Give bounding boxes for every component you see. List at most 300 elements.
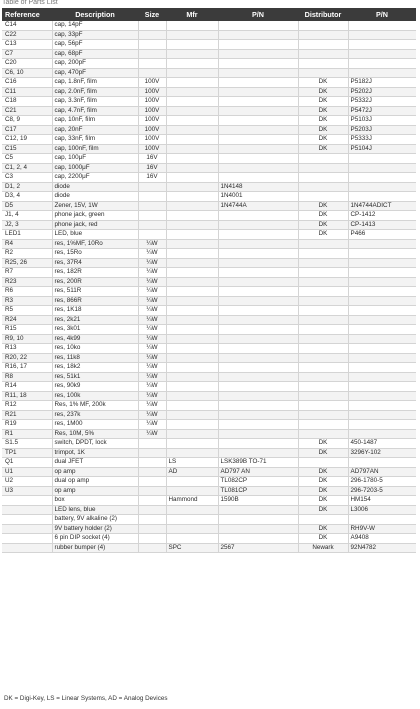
table-cell: R9, 10 [2, 334, 52, 344]
table-cell: ¼W [138, 372, 166, 382]
table-row [2, 315, 416, 325]
table-cell: 100V [138, 78, 166, 88]
table-row [2, 59, 416, 69]
table-cell [298, 154, 348, 164]
table-cell [166, 429, 218, 439]
table-cell: SPC [166, 543, 218, 553]
table-row [2, 391, 416, 401]
table-cell [218, 125, 298, 135]
parts-list-table [2, 8, 416, 553]
table-cell [298, 363, 348, 373]
table-row [2, 505, 416, 515]
table-row [2, 182, 416, 192]
table-cell: J2, 3 [2, 220, 52, 230]
table-row [2, 68, 416, 78]
table-cell [298, 249, 348, 259]
table-cell [138, 192, 166, 202]
table-cell [218, 59, 298, 69]
table-cell: phone jack, red [52, 220, 138, 230]
table-cell: op amp [52, 486, 138, 496]
table-row [2, 477, 416, 487]
table-cell: S1.5 [2, 439, 52, 449]
table-cell: AD797 AN [218, 467, 298, 477]
table-row [2, 40, 416, 50]
table-cell [298, 277, 348, 287]
table-cell [298, 315, 348, 325]
table-cell [166, 524, 218, 534]
table-cell [298, 410, 348, 420]
table-cell: C18 [2, 97, 52, 107]
table-cell [218, 116, 298, 126]
table-cell [298, 334, 348, 344]
table-cell [218, 372, 298, 382]
table-cell [298, 49, 348, 59]
table-cell [348, 372, 416, 382]
table-cell: CP-1412 [348, 211, 416, 221]
table-cell [138, 182, 166, 192]
table-cell [218, 163, 298, 173]
table-cell: Zener, 15V, 1W [52, 201, 138, 211]
table-cell: cap, 20nF [52, 125, 138, 135]
table-cell [218, 249, 298, 259]
table-cell [218, 49, 298, 59]
table-cell: diode [52, 182, 138, 192]
table-cell [218, 420, 298, 430]
table-cell: U1 [2, 467, 52, 477]
table-cell: R12 [2, 401, 52, 411]
table-cell: R23 [2, 277, 52, 287]
table-cell [166, 277, 218, 287]
table-row [2, 239, 416, 249]
table-cell [298, 21, 348, 30]
table-cell [298, 296, 348, 306]
table-cell [298, 40, 348, 50]
table-cell [298, 401, 348, 411]
table-cell [298, 287, 348, 297]
table-cell [166, 334, 218, 344]
table-row [2, 49, 416, 59]
table-cell: res, 237k [52, 410, 138, 420]
table-cell [298, 306, 348, 316]
table-cell [348, 59, 416, 69]
table-cell [166, 515, 218, 525]
table-cell: AD [166, 467, 218, 477]
table-cell: D1, 2 [2, 182, 52, 192]
table-cell: RH9V-W [348, 524, 416, 534]
table-cell: R13 [2, 344, 52, 354]
table-cell [138, 21, 166, 30]
table-cell [218, 315, 298, 325]
table-cell: 3296Y-102 [348, 448, 416, 458]
table-cell: DK [298, 116, 348, 126]
table-cell [138, 201, 166, 211]
table-cell: ¼W [138, 410, 166, 420]
table-cell [166, 477, 218, 487]
table-cell: ¼W [138, 249, 166, 259]
table-cell: ¼W [138, 306, 166, 316]
table-cell: cap, 33nF, film [52, 135, 138, 145]
table-cell: ¼W [138, 277, 166, 287]
table-cell [218, 21, 298, 30]
table-cell: DK [298, 448, 348, 458]
table-cell: DK [298, 135, 348, 145]
table-cell: C8, 9 [2, 116, 52, 126]
table-cell [218, 448, 298, 458]
table-cell: HM154 [348, 496, 416, 506]
table-cell [138, 505, 166, 515]
table-cell [218, 401, 298, 411]
table-row [2, 163, 416, 173]
table-cell: C11 [2, 87, 52, 97]
table-cell: dual JFET [52, 458, 138, 468]
table-cell: R2 [2, 249, 52, 259]
table-cell [218, 287, 298, 297]
table-cell [138, 458, 166, 468]
column-header: P/N [218, 8, 298, 21]
table-cell: C15 [2, 144, 52, 154]
table-row [2, 515, 416, 525]
table-cell [298, 182, 348, 192]
table-cell: 2567 [218, 543, 298, 553]
table-cell: DK [298, 505, 348, 515]
table-row [2, 268, 416, 278]
table-cell [348, 401, 416, 411]
table-cell [166, 211, 218, 221]
table-cell: cap, 14pF [52, 21, 138, 30]
table-cell [166, 154, 218, 164]
table-row [2, 192, 416, 202]
table-cell [218, 353, 298, 363]
column-header: Reference [2, 8, 52, 21]
table-cell: C13 [2, 40, 52, 50]
table-cell: res, 11k8 [52, 353, 138, 363]
table-row [2, 211, 416, 221]
table-cell: cap, 10nF, film [52, 116, 138, 126]
table-cell: DK [298, 211, 348, 221]
table-row [2, 496, 416, 506]
table-cell [218, 505, 298, 515]
table-cell: ¼W [138, 268, 166, 278]
table-cell [348, 268, 416, 278]
table-row [2, 287, 416, 297]
table-cell: DK [298, 87, 348, 97]
table-cell [166, 68, 218, 78]
table-row [2, 230, 416, 240]
table-row [2, 467, 416, 477]
table-cell [218, 30, 298, 40]
table-cell [218, 258, 298, 268]
table-cell: Hammond [166, 496, 218, 506]
table-row [2, 249, 416, 259]
table-cell [138, 230, 166, 240]
table-row [2, 125, 416, 135]
table-cell [166, 372, 218, 382]
header-row [2, 8, 416, 21]
table-cell [138, 40, 166, 50]
table-cell [166, 353, 218, 363]
table-cell: 92N4782 [348, 543, 416, 553]
table-cell: TP1 [2, 448, 52, 458]
table-cell [348, 391, 416, 401]
table-cell: DK [298, 439, 348, 449]
table-row [2, 258, 416, 268]
table-cell: 9V battery holder (2) [52, 524, 138, 534]
table-cell [166, 106, 218, 116]
table-cell [218, 429, 298, 439]
table-cell: ¼W [138, 239, 166, 249]
table-cell: res, 100k [52, 391, 138, 401]
table-cell: cap, 1.8nF, film [52, 78, 138, 88]
table-cell: 100V [138, 116, 166, 126]
table-cell [348, 296, 416, 306]
table-cell [166, 125, 218, 135]
table-cell: 100V [138, 97, 166, 107]
table-cell [166, 391, 218, 401]
table-cell [166, 78, 218, 88]
table-cell: LED lens, blue [52, 505, 138, 515]
table-cell: cap, 33pF [52, 30, 138, 40]
table-row [2, 97, 416, 107]
table-cell: DK [298, 477, 348, 487]
table-cell [166, 97, 218, 107]
table-row [2, 543, 416, 553]
table-row [2, 401, 416, 411]
table-cell [138, 220, 166, 230]
table-cell [348, 334, 416, 344]
table-cell: battery, 9V alkaline (2) [52, 515, 138, 525]
table-cell [138, 439, 166, 449]
table-cell [166, 49, 218, 59]
table-row [2, 429, 416, 439]
table-cell [298, 515, 348, 525]
column-header: Distributor [298, 8, 348, 21]
table-cell [166, 296, 218, 306]
table-cell: P5103J [348, 116, 416, 126]
table-cell [218, 220, 298, 230]
table-cell: cap, 56pF [52, 40, 138, 50]
table-cell: res, 1%MF, 10Ro [52, 239, 138, 249]
table-row [2, 325, 416, 335]
table-cell [298, 420, 348, 430]
table-row [2, 116, 416, 126]
table-cell: 1590B [218, 496, 298, 506]
table-cell: DK [298, 496, 348, 506]
table-cell [298, 163, 348, 173]
table-cell: C3 [2, 173, 52, 183]
table-cell: Q1 [2, 458, 52, 468]
table-cell [138, 467, 166, 477]
table-cell: Res, 10M, 5% [52, 429, 138, 439]
table-cell: LED1 [2, 230, 52, 240]
table-cell: R15 [2, 325, 52, 335]
table-cell: dual op amp [52, 477, 138, 487]
table-cell: C12, 19 [2, 135, 52, 145]
table-cell: AD797AN [348, 467, 416, 477]
table-cell: 1N4001 [218, 192, 298, 202]
table-row [2, 106, 416, 116]
table-cell [166, 182, 218, 192]
table-cell [138, 68, 166, 78]
table-cell: C6, 10 [2, 68, 52, 78]
table-row [2, 344, 416, 354]
table-cell [218, 382, 298, 392]
table-cell [2, 543, 52, 553]
table-cell [298, 59, 348, 69]
table-cell [166, 21, 218, 30]
table-cell: J1, 4 [2, 211, 52, 221]
table-cell: 296-1780-5 [348, 477, 416, 487]
table-cell: trimpot, 1K [52, 448, 138, 458]
table-cell [218, 144, 298, 154]
table-cell [166, 59, 218, 69]
table-cell [2, 515, 52, 525]
table-cell: switch, DPDT, lock [52, 439, 138, 449]
table-row [2, 277, 416, 287]
table-cell: DK [298, 106, 348, 116]
table-cell [298, 382, 348, 392]
table-cell: Newark [298, 543, 348, 553]
table-cell [348, 258, 416, 268]
table-cell [138, 543, 166, 553]
table-cell: U3 [2, 486, 52, 496]
table-row [2, 458, 416, 468]
table-cell [218, 534, 298, 544]
table-cell: ¼W [138, 391, 166, 401]
table-cell: R5 [2, 306, 52, 316]
table-cell: cap, 100nF, film [52, 144, 138, 154]
table-cell [348, 21, 416, 30]
table-cell: res, 511R [52, 287, 138, 297]
table-cell: res, 1K18 [52, 306, 138, 316]
table-cell: R4 [2, 239, 52, 249]
table-cell [166, 325, 218, 335]
table-cell [218, 173, 298, 183]
table-cell [298, 353, 348, 363]
table-cell: 296-7203-5 [348, 486, 416, 496]
table-cell [298, 173, 348, 183]
table-cell [138, 534, 166, 544]
table-cell: DK [298, 78, 348, 88]
table-row [2, 154, 416, 164]
table-cell [348, 458, 416, 468]
table-cell: res, 15Ro [52, 249, 138, 259]
table-cell: R19 [2, 420, 52, 430]
table-cell [298, 258, 348, 268]
table-row [2, 439, 416, 449]
table-cell: LSK389B TO-71 [218, 458, 298, 468]
table-cell [218, 277, 298, 287]
table-cell: LS [166, 458, 218, 468]
table-cell [166, 486, 218, 496]
table-cell: op amp [52, 467, 138, 477]
table-row [2, 420, 416, 430]
table-cell [166, 87, 218, 97]
table-cell [218, 325, 298, 335]
table-cell: cap, 1000μF [52, 163, 138, 173]
table-cell [348, 173, 416, 183]
table-cell [348, 325, 416, 335]
table-cell [166, 163, 218, 173]
table-cell: res, 200R [52, 277, 138, 287]
table-cell: res, 2k21 [52, 315, 138, 325]
table-cell: P5332J [348, 97, 416, 107]
table-row [2, 144, 416, 154]
table-cell [166, 135, 218, 145]
table-cell [166, 30, 218, 40]
table-cell: DK [298, 125, 348, 135]
table-cell: ¼W [138, 334, 166, 344]
table-cell: 1N4148 [218, 182, 298, 192]
table-cell [166, 315, 218, 325]
table-cell [166, 192, 218, 202]
table-cell: ¼W [138, 401, 166, 411]
table-cell: ¼W [138, 429, 166, 439]
table-cell: 6 pin DIP socket (4) [52, 534, 138, 544]
table-cell [166, 144, 218, 154]
table-cell [166, 448, 218, 458]
table-cell [348, 410, 416, 420]
table-cell [166, 249, 218, 259]
table-cell: R24 [2, 315, 52, 325]
table-cell [138, 524, 166, 534]
table-cell: DK [298, 220, 348, 230]
table-cell: C20 [2, 59, 52, 69]
table-cell [138, 30, 166, 40]
table-cell [348, 353, 416, 363]
table-cell: C5 [2, 154, 52, 164]
table-cell [218, 439, 298, 449]
table-cell: LED, blue [52, 230, 138, 240]
table-cell [298, 68, 348, 78]
table-cell: 100V [138, 144, 166, 154]
table-cell: 100V [138, 106, 166, 116]
table-cell [348, 515, 416, 525]
table-cell [298, 30, 348, 40]
table-cell: R6 [2, 287, 52, 297]
table-cell [348, 30, 416, 40]
page-header-fragment: Table of Parts List [2, 0, 58, 6]
table-cell [138, 496, 166, 506]
table-cell [218, 97, 298, 107]
table-row [2, 372, 416, 382]
table-cell: C14 [2, 21, 52, 30]
table-cell: rubber bumper (4) [52, 543, 138, 553]
table-cell: cap, 200pF [52, 59, 138, 69]
table-cell [348, 192, 416, 202]
table-row [2, 410, 416, 420]
table-cell [348, 277, 416, 287]
table-cell: ¼W [138, 296, 166, 306]
table-cell [166, 258, 218, 268]
table-cell [348, 344, 416, 354]
table-row [2, 173, 416, 183]
table-cell: R16, 17 [2, 363, 52, 373]
table-header [2, 8, 416, 21]
table-cell: res, 182R [52, 268, 138, 278]
table-cell [138, 486, 166, 496]
table-cell: DK [298, 467, 348, 477]
table-cell [348, 363, 416, 373]
table-cell: res, 4k99 [52, 334, 138, 344]
table-body [2, 21, 416, 553]
table-cell: res, 1M00 [52, 420, 138, 430]
table-cell: ¼W [138, 382, 166, 392]
table-cell [348, 382, 416, 392]
table-cell: C16 [2, 78, 52, 88]
table-cell [218, 106, 298, 116]
table-row [2, 448, 416, 458]
table-row [2, 201, 416, 211]
